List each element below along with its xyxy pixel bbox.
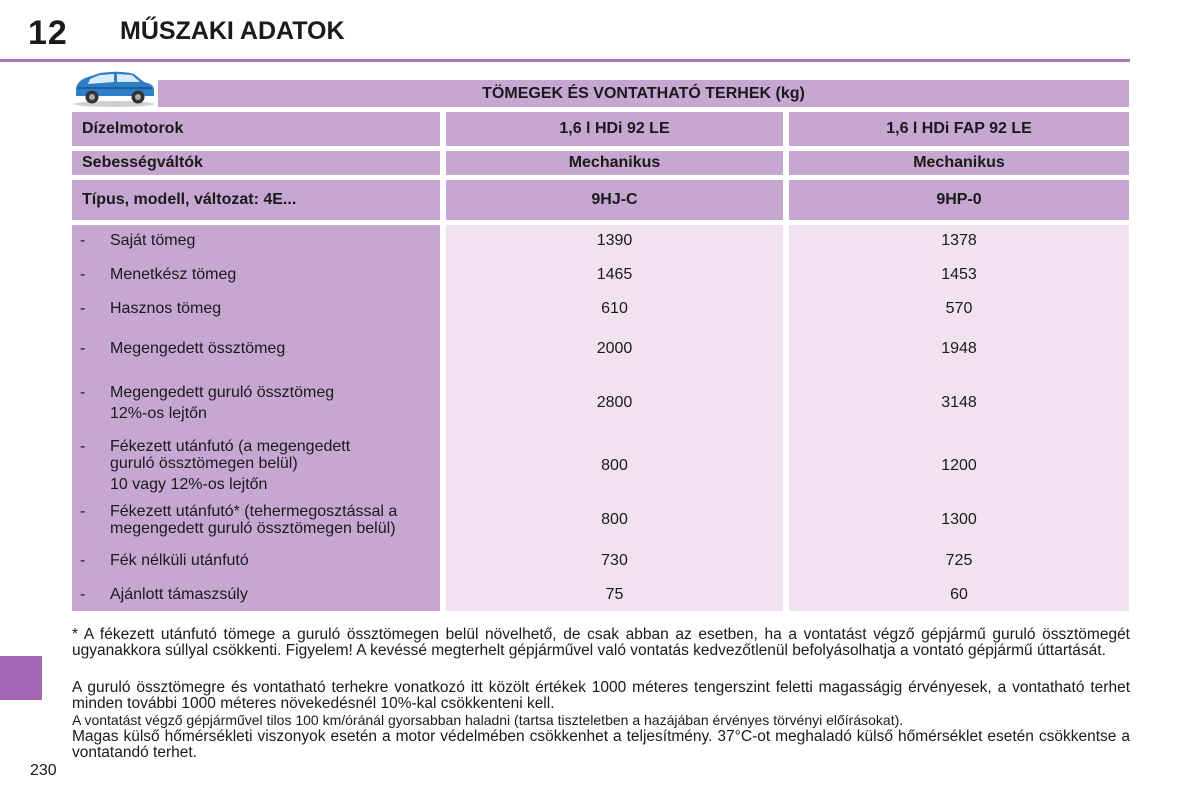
footnote-temperature: Magas külső hőmérsékleti viszonyok esetén a motor védelmében csökkenhet a teljesítmény. 37°C-ot meghaladó külső hőmérséklet esetén csökkentse a vontatandó terhet.: [72, 728, 1130, 761]
gearbox-col-2: Mechanikus: [789, 151, 1129, 175]
row-label: Saját tömeg: [110, 232, 196, 249]
chapter-side-tab: [0, 656, 42, 700]
row-label: Menetkész tömeg: [110, 266, 237, 283]
engine-col-2: 1,6 l HDi FAP 92 LE: [789, 112, 1129, 146]
type-col-1: 9HJ-C: [446, 180, 783, 220]
row-label: Megengedett guruló össztömeg: [110, 384, 335, 401]
row-label: Fékezett utánfutó* (tehermegosztással a: [110, 503, 398, 520]
engine-label: Dízelmotorok: [72, 112, 440, 146]
row-label: Megengedett össztömeg: [110, 340, 286, 357]
row-label: Fékezett utánfutó (a megengedett: [110, 438, 351, 455]
footnote-asterisk: * A fékezett utánfutó tömege a guruló össztömegen belül növelhető, de csak abban az esetben, ha a vontatást végző gépjármű guruló össztömegét ugyanakkora súllyal csökkenti. Figyelem! A kevéssé megterhelt gépjárművel való vontatás kedvezőtlenül befolyásolhatja a vontató gépjármű úttartását.: [72, 626, 1130, 659]
row-value: 730: [601, 552, 628, 569]
gearbox-col-1: Mechanikus: [446, 151, 783, 175]
row-value: 2800: [596, 394, 633, 411]
row-label: Fék nélküli utánfutó: [110, 552, 249, 569]
row-label: guruló össztömegen belül): [110, 455, 298, 472]
chapter-number: 12: [28, 14, 68, 52]
row-value: 2000: [596, 340, 633, 357]
row-value: 1453: [941, 266, 977, 283]
chapter-title: MŰSZAKI ADATOK: [120, 17, 345, 45]
row-value: 1465: [596, 266, 633, 283]
row-value: 75: [605, 586, 624, 603]
row-value: 800: [601, 457, 628, 474]
row-value: 1378: [941, 232, 977, 249]
row-label: megengedett guruló össztömegen belül): [110, 520, 396, 537]
row-value: 1390: [596, 232, 633, 249]
row-value: 800: [601, 511, 628, 528]
row-value: 1300: [941, 511, 977, 528]
row-label: 10 vagy 12%-os lejtőn: [110, 476, 268, 493]
row-value: 1948: [941, 340, 977, 357]
row-value: 570: [945, 300, 973, 317]
type-col-2: 9HP-0: [789, 180, 1129, 220]
row-label: Hasznos tömeg: [110, 300, 222, 317]
gearbox-label: Sebességváltók: [72, 151, 440, 175]
footnote-altitude: A guruló össztömegre és vontatható terhekre vonatkozó itt közölt értékek 1000 méteres tengerszint feletti magasságig érvényesek, a vontatható terhet minden további 1000 méteres növekedésnél 10%-kal csökkenteni kell.: [72, 679, 1130, 712]
row-label: 12%-os lejtőn: [110, 405, 207, 422]
row-value: 725: [945, 552, 973, 569]
car-icon: [70, 68, 158, 108]
page-number: 230: [30, 762, 57, 779]
engine-col-1: 1,6 l HDi 92 LE: [446, 112, 783, 146]
table-title: TÖMEGEK ÉS VONTATHATÓ TERHEK (kg): [158, 80, 1129, 107]
row-value: 610: [601, 300, 628, 317]
footnote-speed: A vontatást végző gépjárművel tilos 100 km/óránál gyorsabban haladni (tartsa tiszteletben a hazájában érvényes törvényi előírásokat).: [72, 712, 904, 728]
row-value: 60: [950, 586, 968, 603]
row-value: 1200: [941, 457, 977, 474]
type-label: Típus, modell, változat: 4E...: [72, 180, 440, 220]
header-divider: [0, 59, 1130, 62]
row-value: 3148: [941, 394, 977, 411]
row-label: Ajánlott támaszsúly: [110, 586, 248, 603]
